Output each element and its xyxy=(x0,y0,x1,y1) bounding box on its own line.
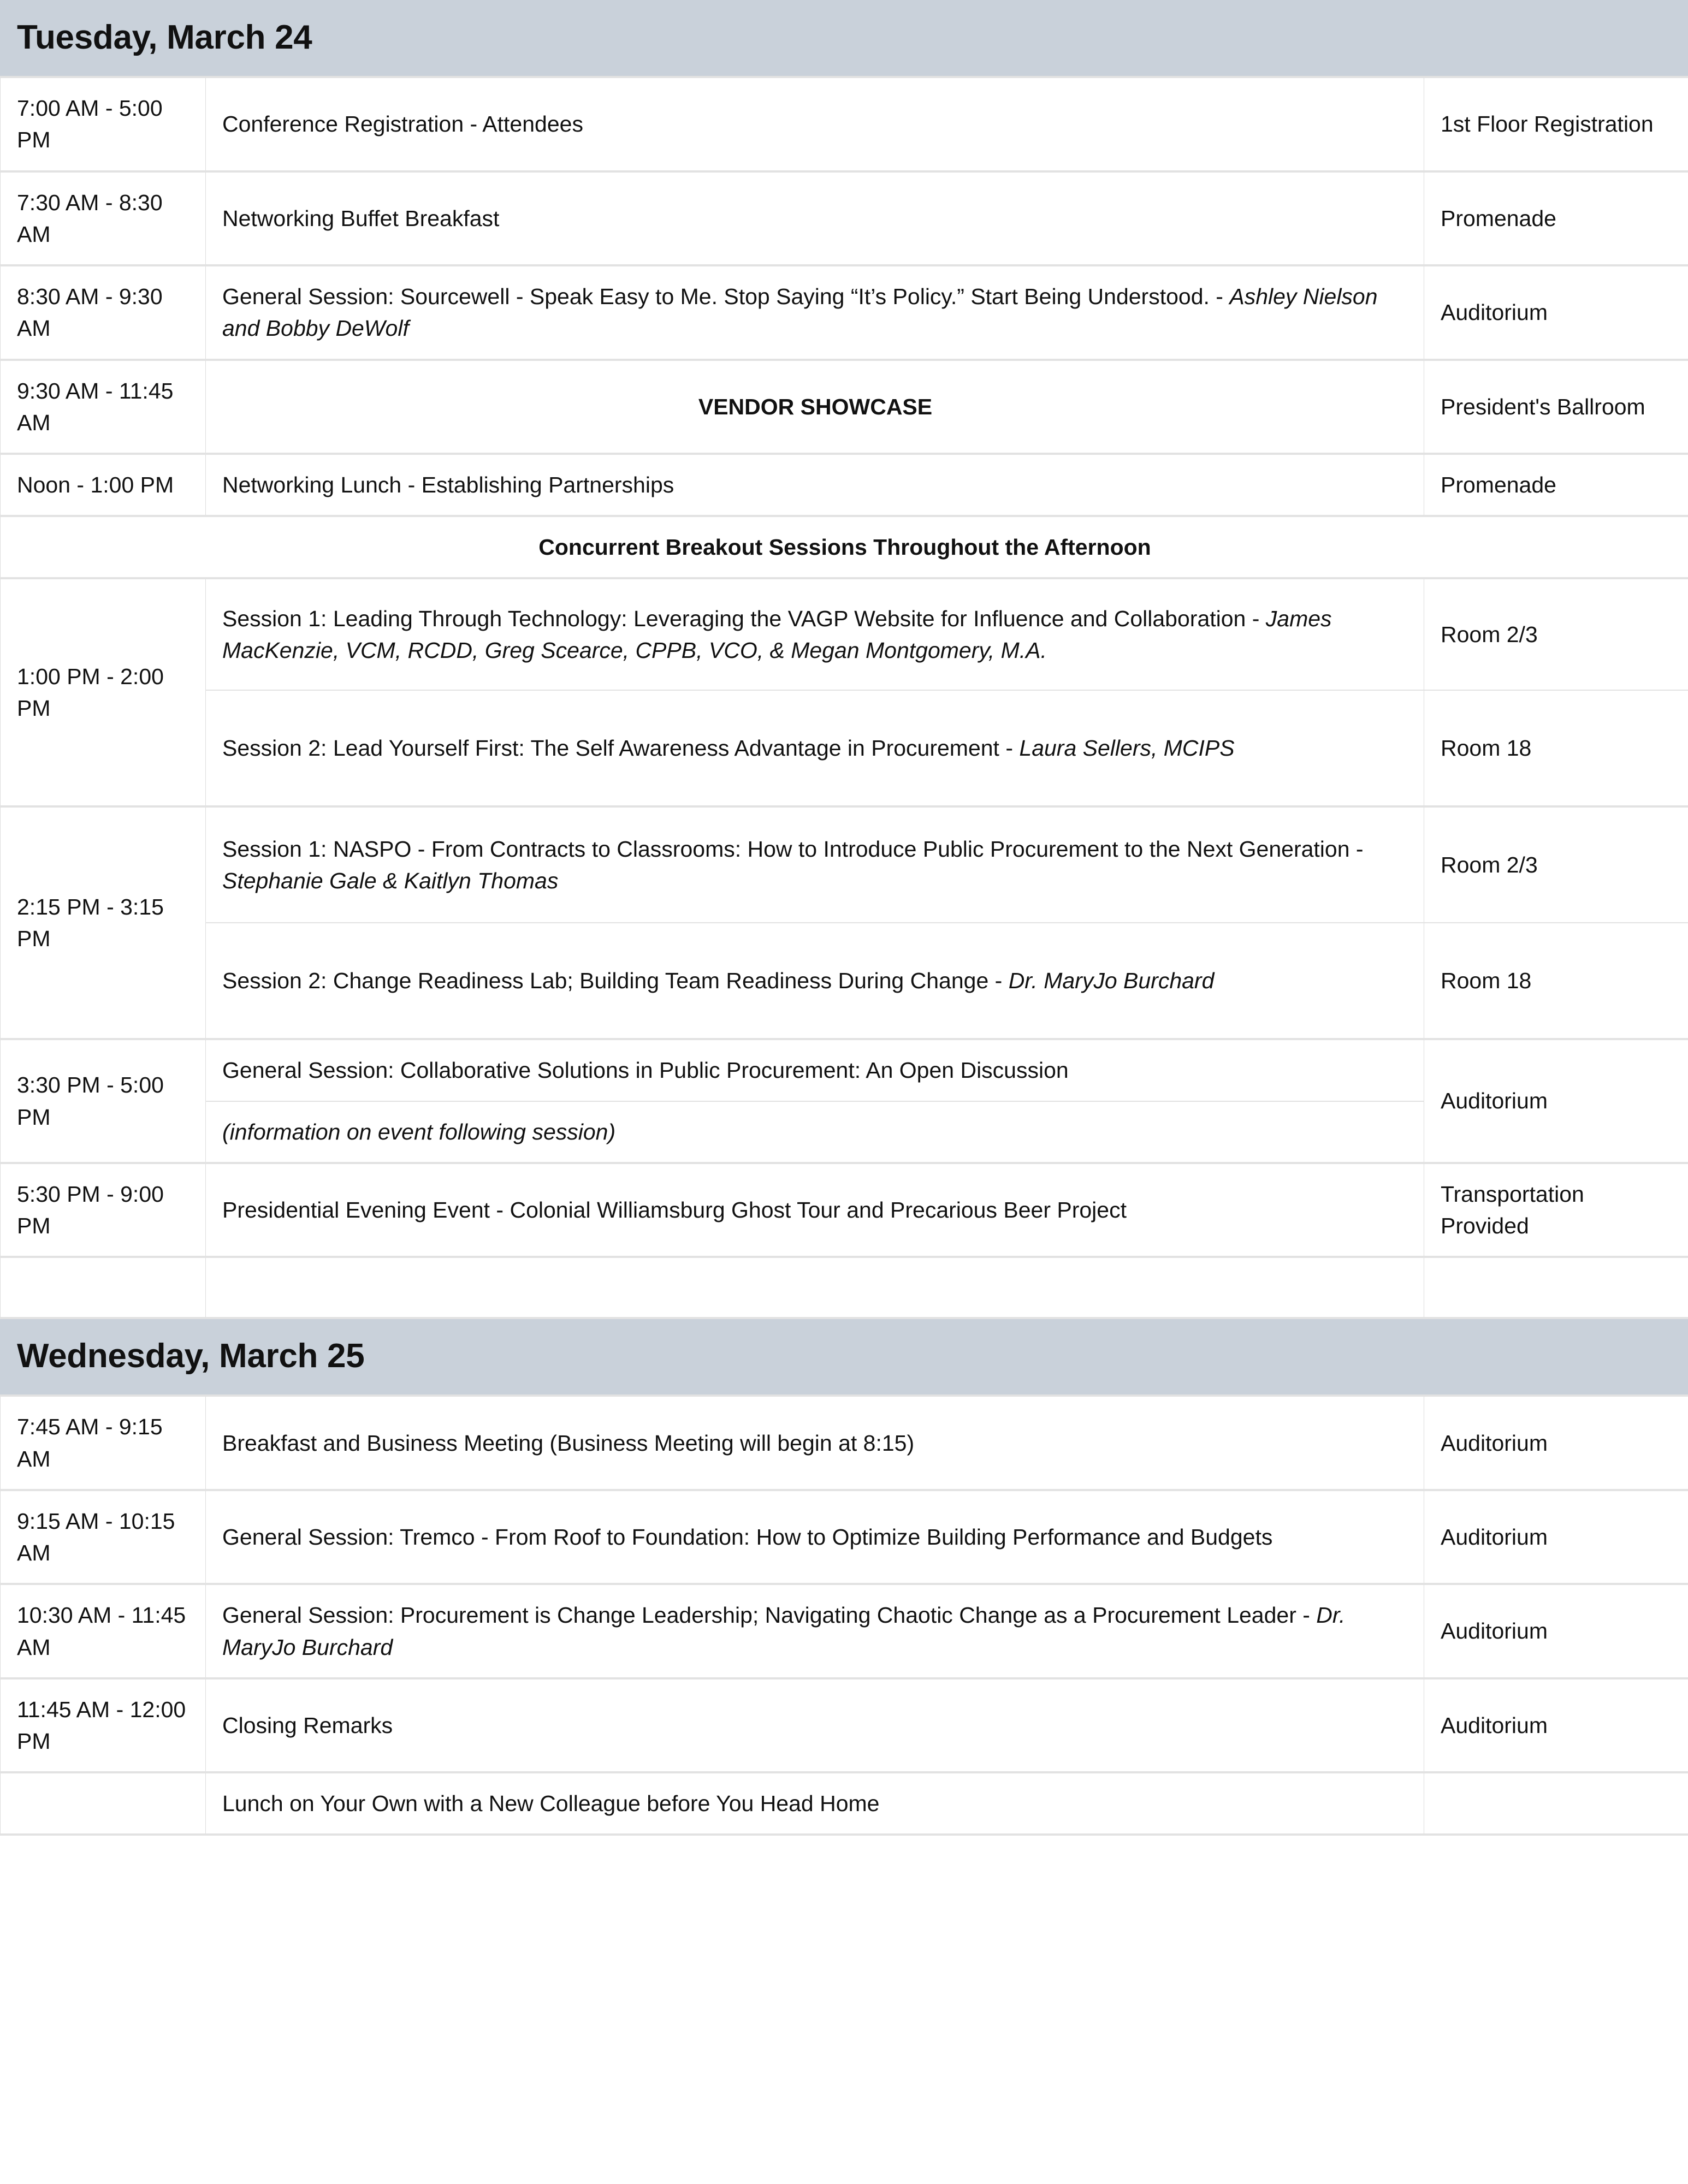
row-time: Noon - 1:00 PM xyxy=(1,454,206,516)
table-row xyxy=(1,265,1688,359)
row-location: Auditorium xyxy=(1424,1039,1688,1162)
day-title-cell-wednesday xyxy=(1,1318,1424,1396)
day-header-spacer-tuesday xyxy=(1424,1,1688,78)
event-title: Session 2: Change Readiness Lab; Building Team Readiness During Change - xyxy=(222,968,1009,994)
row-event: General Session: Collaborative Solutions in Public Procurement: An Open Discussion xyxy=(206,1039,1424,1101)
day-title-wednesday: Wednesday, March 25 xyxy=(17,1337,365,1375)
row-event: Networking Lunch - Establishing Partnerships xyxy=(206,454,1424,516)
row-time: 10:30 AM - 11:45 AM xyxy=(1,1584,206,1678)
row-time: 2:15 PM - 3:15 PM xyxy=(1,806,206,1039)
row-location: Room 2/3 xyxy=(1424,578,1688,690)
event-title: General Session: Sourcewell - Speak Easy to Me. Stop Saying “It’s Policy.” Start Being Understood. - xyxy=(222,284,1230,310)
breakout-banner: Concurrent Breakout Sessions Throughout the Afternoon xyxy=(1,516,1688,578)
row-location: Auditorium xyxy=(1424,1678,1688,1772)
row-time: 3:30 PM - 5:00 PM xyxy=(1,1039,206,1162)
row-event: Breakfast and Business Meeting (Business Meeting will begin at 8:15) xyxy=(206,1396,1424,1489)
row-event xyxy=(206,806,1424,923)
row-location: Promenade xyxy=(1424,454,1688,516)
row-event: Lunch on Your Own with a New Colleague before You Head Home xyxy=(206,1772,1424,1835)
row-event-vendor-showcase: VENDOR SHOWCASE xyxy=(206,360,1424,454)
row-event: Presidential Evening Event - Colonial Williamsburg Ghost Tour and Precarious Beer Project xyxy=(206,1163,1424,1257)
row-location: Promenade xyxy=(1424,171,1688,265)
row-time: 8:30 AM - 9:30 AM xyxy=(1,265,206,359)
row-event xyxy=(206,690,1424,806)
event-speakers: Dr. MaryJo Burchard xyxy=(1008,968,1215,994)
table-row xyxy=(1,1678,1688,1772)
day-header-spacer-wednesday xyxy=(1424,1318,1688,1396)
event-speakers: James MacKenzie, VCM, RCDD, Greg Scearce, CPPB, VCO, & Megan Montgomery, M.A. xyxy=(222,606,1332,663)
table-row xyxy=(1,1772,1688,1835)
row-location: Auditorium xyxy=(1424,265,1688,359)
event-title: Session 1: NASPO - From Contracts to Classrooms: How to Introduce Public Procurement to the Next Generation - xyxy=(222,836,1364,862)
day-title-tuesday: Tuesday, March 24 xyxy=(17,19,312,56)
row-time: 9:15 AM - 10:15 AM xyxy=(1,1490,206,1584)
row-location xyxy=(1424,1772,1688,1835)
row-event xyxy=(206,265,1424,359)
spacer-cell-location xyxy=(1424,1257,1688,1318)
event-speakers: Ashley Nielson and Bobby DeWolf xyxy=(222,284,1378,341)
row-event xyxy=(206,923,1424,1039)
table-row xyxy=(1,454,1688,516)
table-row xyxy=(1,1396,1688,1489)
row-location: 1st Floor Registration xyxy=(1424,77,1688,171)
day-header-row-wednesday xyxy=(1,1318,1688,1396)
table-row xyxy=(1,806,1688,923)
event-title: Session 2: Lead Yourself First: The Self Awareness Advantage in Procurement - xyxy=(222,735,1020,761)
event-speakers: Laura Sellers, MCIPS xyxy=(1019,735,1235,761)
row-time: 11:45 AM - 12:00 PM xyxy=(1,1678,206,1772)
row-time: 1:00 PM - 2:00 PM xyxy=(1,578,206,806)
row-location: Room 18 xyxy=(1424,690,1688,806)
event-title: Session 1: Leading Through Technology: Leveraging the VAGP Website for Influence and Collaboration - xyxy=(222,606,1266,632)
spacer-row xyxy=(1,1257,1688,1318)
row-location: Auditorium xyxy=(1424,1584,1688,1678)
table-row xyxy=(1,1490,1688,1584)
row-location: Room 18 xyxy=(1424,923,1688,1039)
row-event: Closing Remarks xyxy=(206,1678,1424,1772)
row-location: Room 2/3 xyxy=(1424,806,1688,923)
row-event: General Session: Tremco - From Roof to Foundation: How to Optimize Building Performance and Budgets xyxy=(206,1490,1424,1584)
day-title-cell-tuesday xyxy=(1,1,1424,78)
table-row xyxy=(1,1039,1688,1101)
day-header-row-tuesday xyxy=(1,1,1688,78)
table-row xyxy=(1,171,1688,265)
row-time: 7:45 AM - 9:15 AM xyxy=(1,1396,206,1489)
row-event: Networking Buffet Breakfast xyxy=(206,171,1424,265)
row-event xyxy=(206,1584,1424,1678)
event-speakers: Stephanie Gale & Kaitlyn Thomas xyxy=(222,868,559,894)
row-time: 7:30 AM - 8:30 AM xyxy=(1,171,206,265)
row-event-note: (information on event following session) xyxy=(206,1101,1424,1163)
table-row xyxy=(1,360,1688,454)
spacer-cell-time xyxy=(1,1257,206,1318)
row-location: Auditorium xyxy=(1424,1396,1688,1489)
row-time xyxy=(1,1772,206,1835)
event-speakers: Dr. MaryJo Burchard xyxy=(222,1603,1346,1660)
row-time: 7:00 AM - 5:00 PM xyxy=(1,77,206,171)
table-row xyxy=(1,578,1688,690)
event-title: General Session: Procurement is Change Leadership; Navigating Chaotic Change as a Procurement Leader - xyxy=(222,1603,1317,1628)
row-location: Auditorium xyxy=(1424,1490,1688,1584)
row-time: 5:30 PM - 9:00 PM xyxy=(1,1163,206,1257)
row-location: President's Ballroom xyxy=(1424,360,1688,454)
table-row xyxy=(1,923,1688,1039)
table-row xyxy=(1,1163,1688,1257)
table-row xyxy=(1,1584,1688,1678)
row-event xyxy=(206,578,1424,690)
table-row xyxy=(1,77,1688,171)
row-time: 9:30 AM - 11:45 AM xyxy=(1,360,206,454)
spacer-cell-event xyxy=(206,1257,1424,1318)
row-location: Transportation Provided xyxy=(1424,1163,1688,1257)
breakout-banner-row xyxy=(1,516,1688,578)
table-row xyxy=(1,690,1688,806)
row-event: Conference Registration - Attendees xyxy=(206,77,1424,171)
